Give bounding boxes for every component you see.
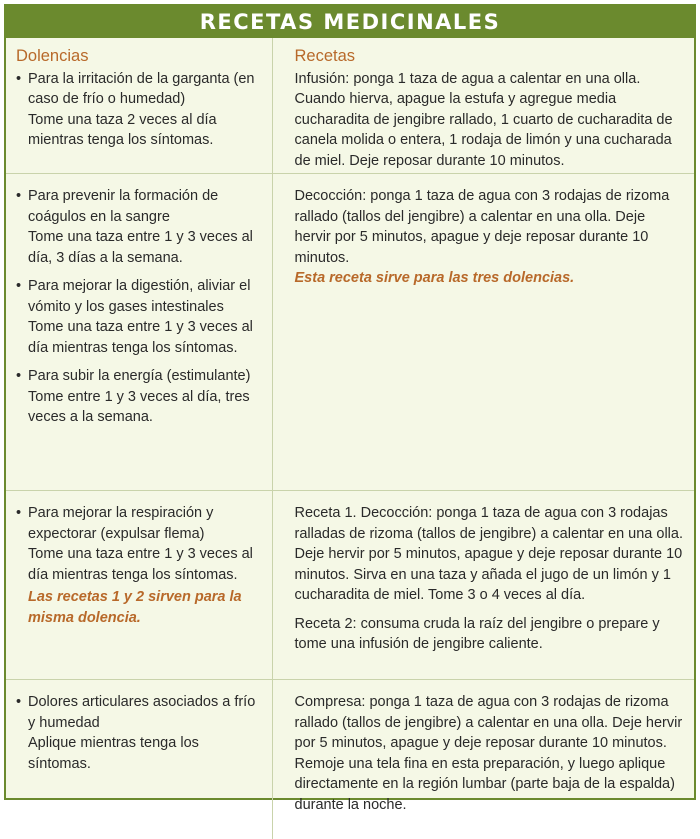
dosage-text: Aplique mientras tenga los síntomas. <box>28 733 262 774</box>
ailment-text: Para mejorar la digestión, aliviar el vómito y los gases intestinales <box>28 276 262 317</box>
column-header-recipes: Recetas <box>295 46 685 67</box>
ailment-item <box>14 186 262 268</box>
recipes-table <box>6 38 694 839</box>
panel-title: RECETAS MEDICINALES <box>6 6 694 38</box>
ailment-item <box>14 366 262 428</box>
ailment-item <box>14 692 262 774</box>
dosage-text: Tome entre 1 y 3 veces al día, tres veces a la semana. <box>28 387 262 428</box>
dosage-text: Tome una taza entre 1 y 3 veces al día mientras tenga los síntomas. <box>28 317 262 358</box>
ailment-item <box>14 276 262 358</box>
recipe-cell <box>272 680 694 839</box>
bullet-icon: • <box>16 276 21 297</box>
ailment-item <box>14 503 262 585</box>
recipe-text: Receta 1. Decocción: ponga 1 taza de agua con 3 rodajas ralladas de rizoma (tallos de jengibre) a calentar en una olla. Deje hervir por 5 minutos, apague y deje reposar durante 10 minutos. Sirva en una taza y añada el jugo de un limón y 1 cucharadita de miel. Tome 3 o 4 veces al día. <box>295 503 685 606</box>
column-header-ailments: Dolencias <box>16 46 262 67</box>
bullet-icon: • <box>16 366 21 387</box>
dosage-text: Tome una taza 2 veces al día mientras tenga los síntomas. <box>28 110 262 151</box>
dosage-text: Tome una taza entre 1 y 3 veces al día mientras tenga los síntomas. <box>28 544 262 585</box>
ailment-cell <box>6 38 272 174</box>
bullet-icon: • <box>16 503 21 524</box>
recipe-text: Receta 2: consuma cruda la raíz del jengibre o prepare y tome una infusión de jengibre caliente. <box>295 614 685 655</box>
bullet-icon: • <box>16 69 21 90</box>
recipe-text: Infusión: ponga 1 taza de agua a calentar en una olla. Cuando hierva, apague la estufa y agregue media cucharadita de jengibre rallado, 1 cuarto de cucharadita de canela molida o entera, 1 rodaja de limón y una cucharada de miel. Deje reposar durante 10 minutos. <box>295 69 685 172</box>
table-row <box>6 491 694 680</box>
table-row <box>6 680 694 839</box>
bullet-icon: • <box>16 692 21 713</box>
table-row <box>6 174 694 491</box>
ailment-text: Para subir la energía (estimulante) <box>28 366 262 387</box>
dosage-text: Tome una taza entre 1 y 3 veces al día, 3 días a la semana. <box>28 227 262 268</box>
recipe-cell <box>272 491 694 680</box>
ailment-text: Dolores articulares asociados a frío y humedad <box>28 692 262 733</box>
ailment-note: Las recetas 1 y 2 sirven para la misma dolencia. <box>28 587 262 628</box>
ailment-text: Para la irritación de la garganta (en caso de frío o humedad) <box>28 69 262 110</box>
ailment-cell <box>6 491 272 680</box>
recipe-text: Decocción: ponga 1 taza de agua con 3 rodajas de rizoma rallado (tallos del jengibre) a calentar en una olla. Deje hervir por 5 minutos, apague y deje reposar durante 10 minutos. <box>295 186 685 268</box>
ailment-text: Para prevenir la formación de coágulos en la sangre <box>28 186 262 227</box>
table-row <box>6 38 694 174</box>
recipe-note: Esta receta sirve para las tres dolencias. <box>295 268 685 289</box>
ailment-cell <box>6 174 272 491</box>
recipe-cell <box>272 174 694 491</box>
ailment-text: Para mejorar la respiración y expectorar (expulsar flema) <box>28 503 262 544</box>
recipe-text: Compresa: ponga 1 taza de agua con 3 rodajas de rizoma rallado (tallos de jengibre) a calentar en una olla. Deje hervir por 5 minutos, apague y deje reposar durante 10 minutos. Remoje una tela fina en esta preparación, y luego aplique directamente en la región lumbar (parte baja de la espalda) durante la noche. <box>295 692 685 815</box>
ailment-cell <box>6 680 272 839</box>
recipe-cell <box>272 38 694 174</box>
ailment-item <box>14 69 262 151</box>
bullet-icon: • <box>16 186 21 207</box>
recipes-panel <box>4 4 696 800</box>
